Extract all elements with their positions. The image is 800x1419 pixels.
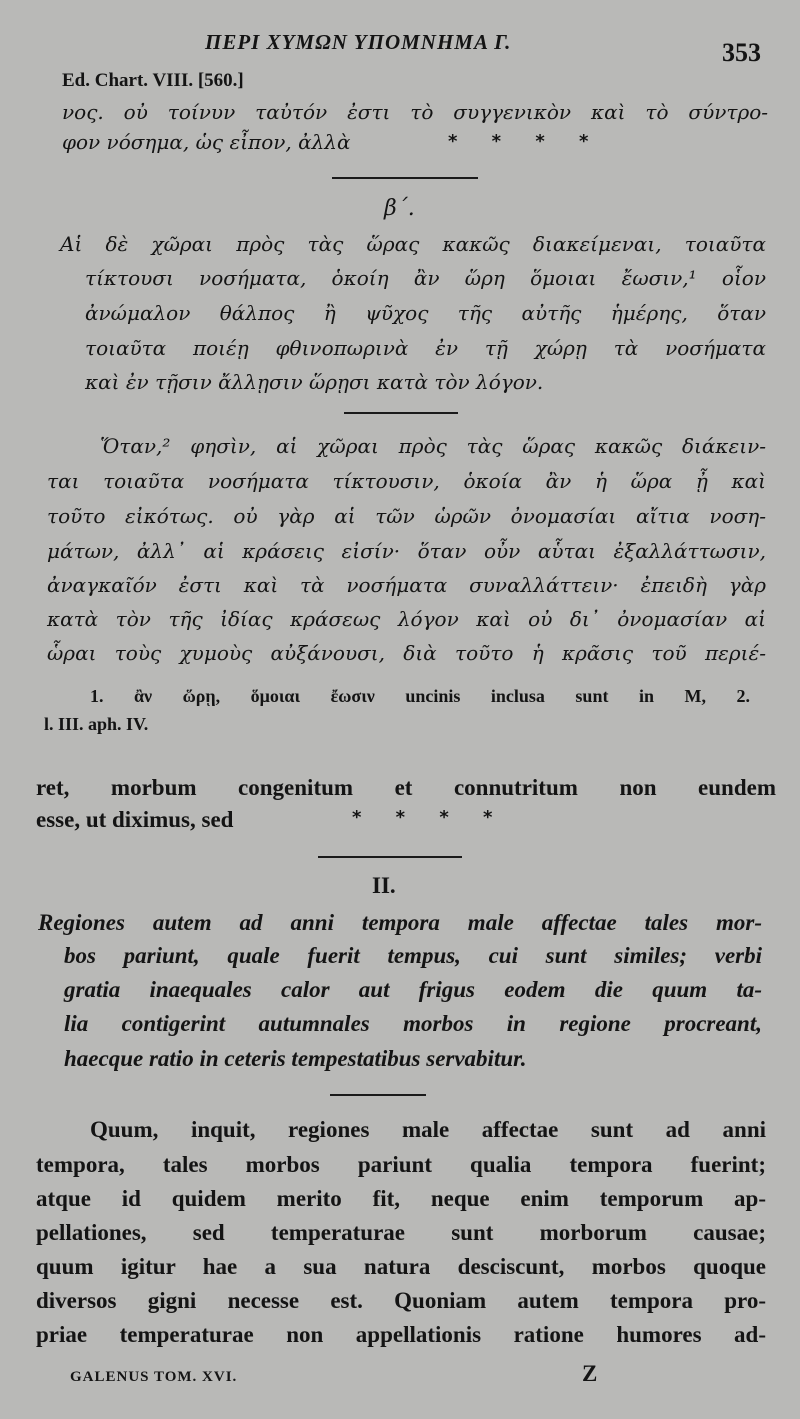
section-divider xyxy=(344,412,458,414)
latin-aphorism-line: haecque ratio in ceteris tempestatibus servabitur. xyxy=(64,1046,527,1071)
latin-commentary-line: pellationes, sed temperaturae sunt morborum causae; xyxy=(36,1220,766,1245)
greek-commentary-line: κατὰ τὸν τῆς ἰδίας κράσεως λόγον καὶ οὐ δι᾿ ὀνομασίαν αἱ xyxy=(47,607,766,631)
running-title: ΠΕΡΙ ΧΥΜΩΝ ΥΠΟΜΝΗΜΑ Γ. xyxy=(205,30,512,54)
greek-commentary-line: μάτων, ἀλλ᾿ αἱ κράσεις εἰσίν· ὅταν οὖν αὗται ἐξαλλάττωσιν, xyxy=(47,539,766,563)
greek-commentary-line: Ὅταν,² φησὶν, αἱ χῶραι πρὸς τὰς ὥρας κακῶς διάκειν- xyxy=(100,434,766,458)
greek-aphorism-line: Αἱ δὲ χῶραι πρὸς τὰς ὥρας κακῶς διακείμεναι, τοιαῦτα xyxy=(60,232,766,256)
greek-section-number: β΄. xyxy=(384,196,415,221)
latin-line: ret, morbum congenitum et connutritum non eundem xyxy=(36,775,776,800)
section-divider xyxy=(330,1094,426,1096)
latin-aphorism-line: bos pariunt, quale fuerit tempus, cui sunt similes; verbi xyxy=(64,943,762,968)
section-divider xyxy=(332,177,478,179)
signature-line: GALENUS TOM. XVI. xyxy=(70,1369,238,1385)
greek-aphorism-line: ἀνώμαλον θάλπος ἢ ψῦχος τῆς αὐτῆς ἡμέρης, ὅταν xyxy=(85,301,766,325)
latin-commentary-line: diversos gigni necesse est. Quoniam autem tempora pro- xyxy=(36,1288,766,1313)
latin-commentary-line: tempora, tales morbos pariunt qualia tempora fuerint; xyxy=(36,1152,766,1177)
footnote-line: 1. ἂν ὥρῃ, ὅμοιαι ἔωσιν uncinis inclusa sunt in M, 2. xyxy=(90,686,750,706)
greek-aphorism-line: καὶ ἐν τῇσιν ἄλλῃσιν ὥρῃσι κατὰ τὸν λόγον. xyxy=(85,370,544,394)
greek-commentary-line: ται τοιαῦτα νοσήματα τίκτουσιν, ὁκοία ἂν ἡ ὥρα ᾖ καὶ xyxy=(47,469,766,493)
lacuna-stars: * * * * xyxy=(448,131,603,152)
greek-aphorism-line: τίκτουσι νοσήματα, ὁκοίη ἂν ὥρη ὅμοιαι ἔωσιν,¹ οἷον xyxy=(85,266,766,290)
latin-aphorism-line: lia contigerint autumnales morbos in regione procreant, xyxy=(64,1011,762,1036)
greek-commentary-line: ἀναγκαῖόν ἐστι καὶ τὰ νοσήματα συναλλάττειν· ἐπειδὴ γὰρ xyxy=(47,573,766,597)
latin-commentary-line: Quum, inquit, regiones male affectae sunt ad anni xyxy=(90,1117,766,1142)
greek-aphorism-line: τοιαῦτα ποιέῃ φθινοπωρινὰ ἐν τῇ χώρῃ τὰ νοσήματα xyxy=(85,336,766,360)
greek-line: νος. οὐ τοίνυν ταὐτόν ἐστι τὸ συγγενικὸν καὶ τὸ σύντρο- xyxy=(62,100,768,124)
latin-section-number: II. xyxy=(372,873,396,898)
latin-commentary-line: atque id quidem merito fit, neque enim temporum ap- xyxy=(36,1186,766,1211)
greek-commentary-line: ὧραι τοὺς χυμοὺς αὐξάνουσι, διὰ τοῦτο ἡ κρᾶσις τοῦ περιέ- xyxy=(47,641,766,665)
edition-reference: Ed. Chart. VIII. [560.] xyxy=(62,70,244,91)
page-number: 353 xyxy=(722,38,761,67)
sheet-mark: Z xyxy=(582,1361,598,1386)
latin-aphorism-line: gratia inaequales calor aut frigus eodem die quum ta- xyxy=(64,977,762,1002)
lacuna-stars: * * * * xyxy=(352,807,507,828)
greek-commentary-line: τοῦτο εἰκότως. οὐ γὰρ αἱ τῶν ὡρῶν ὀνομασίαι αἴτια νοση- xyxy=(47,504,766,528)
latin-commentary-line: quum igitur hae a sua natura desciscunt, morbos quoque xyxy=(36,1254,766,1279)
latin-commentary-line: priae temperaturae non appellationis ratione humores ad- xyxy=(36,1322,766,1347)
footnote-line: l. III. aph. IV. xyxy=(44,714,149,734)
latin-aphorism-line: Regiones autem ad anni tempora male affectae tales mor- xyxy=(38,910,762,935)
greek-line: φον νόσημα, ὡς εἶπον, ἀλλὰ xyxy=(62,130,351,154)
section-divider xyxy=(318,856,462,858)
latin-line: esse, ut diximus, sed xyxy=(36,807,234,832)
